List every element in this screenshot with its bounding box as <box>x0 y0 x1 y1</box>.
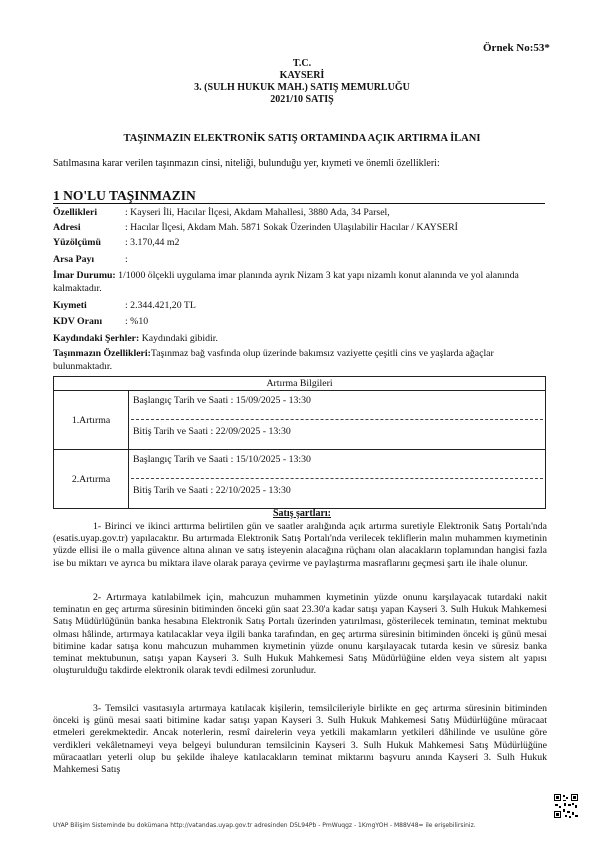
auction-row <box>54 391 546 450</box>
auction-end: Bitiş Tarih ve Saati : 22/09/2025 - 13:30 <box>133 426 291 437</box>
header-file-no: 2021/10 SATIŞ <box>270 94 334 105</box>
dashed-divider <box>131 478 543 479</box>
auction-name: 1.Artırma <box>54 391 129 450</box>
address-label: Adresi <box>53 222 81 233</box>
vat-row <box>53 316 148 327</box>
qr-code-icon <box>553 793 579 819</box>
registry-label: Kaydındaki Şerhler: <box>53 333 140 344</box>
term-paragraph-1 <box>53 521 547 570</box>
term-paragraph-2 <box>53 592 547 677</box>
value-row <box>53 300 196 311</box>
zoning-label: İmar Durumu: <box>53 270 116 281</box>
auction-table-header: Artırma Bilgileri <box>54 377 546 391</box>
share-value: : <box>125 254 128 265</box>
sample-number: Örnek No:53* <box>483 42 550 54</box>
header-country: T.C. <box>292 58 312 69</box>
header-city: KAYSERİ <box>279 70 325 81</box>
term-text: 1- Birinci ve ikinci arttırma belirtilen gün ve saatler aralığında açık artırma suretiyle Elektronik Satış Portalı'nda (esatis.uyap.gov.tr) yapılacaktır. Bu artırmada Elektronik Satış Portalı'nda verilecek tekliflerin malın muhammen kıymetinin yüzde ellisi ile o malla güvence altına alınan ve satış isteyenin alacağına rüçhanı olan alacakların toplamından hangisi fazla ise bu miktarı ve ayrıca bu miktara ilave olarak paraya çevirme ve paylaştırma masraflarını geçmesi şartı ile ihale olunur. <box>53 521 547 569</box>
property-value: Taşınmaz bağ vasfında olup üzerinde bakımsız vaziyette çeşitli cins ve yaşlarda ağaçlar bulunmaktadır. <box>53 348 494 372</box>
vat-value: : %10 <box>125 316 149 327</box>
term-text: 3- Temsilci vasıtasıyla artırmaya katılacak kişilerin, temsilcileriyle birlikte en geç artırma süresinin bitiminden önceki iş günü mesai saati bitimine kadar satışı yapan Kayseri 3. Sulh Hukuk Mahkemesi Satış Müdürlüğüne müracaat etmeleri gerekmektedir. Ancak noterlerin, resmî dairelerin veya yetkili makamların yetkileri dâhilinde ve usulüne göre verdikleri vekâletnameyi veya belgeyi bulunduran temsilcinin Kayseri 3. Sulh Hukuk Mahkemesi Satış Müdürlüğüne müracaatları yeterli olup bu şekilde ihaleye katılacakların teminat miktarını başvuru anında Kayseri 3. Sulh Hukuk Mahkemesi Satış <box>53 703 547 776</box>
features-row <box>53 207 390 218</box>
intro-text: Satılmasına karar verilen taşınmazın cinsi, niteliği, bulunduğu yer, kıymeti ve önemli özellikleri: <box>53 158 440 169</box>
property-row <box>53 348 547 373</box>
footer-verification: UYAP Bilişim Sisteminde bu dokümana http://vatandas.uyap.gov.tr adresinden D5L94Pb - PmWuqgz - 1KmgYOH - M88V48= ile erişebilirsiniz. <box>53 822 476 829</box>
registry-value: Kaydındaki gibidir. <box>139 333 218 344</box>
address-row <box>53 222 458 233</box>
features-label: Özellikleri <box>53 207 98 218</box>
features-value: : Kayseri İli, Hacılar İlçesi, Akdam Mahallesi, 3880 Ada, 34 Parsel, <box>125 207 390 218</box>
value-value: : 2.344.421,20 TL <box>125 300 196 311</box>
area-label: Yüzölçümü <box>53 237 101 248</box>
vat-label: KDV Oranı <box>53 316 103 327</box>
auction-dates <box>129 391 546 450</box>
share-row <box>53 254 128 265</box>
property-label: Taşınmazın Özellikleri: <box>53 348 151 359</box>
auction-row <box>54 450 546 509</box>
value-label: Kıymeti <box>53 300 87 311</box>
term-text: 2- Artırmaya katılabilmek için, mahcuzun muhammen kıymetinin yüzde onunu karşılayacak tutardaki nakit teminatın en geç artırma süresinin bitiminden önceki gün saat 23.30'a kadar satışı yapan Kayseri 3. Sulh Hukuk Mahkemesi Satış Müdürlüğünün banka hesabına Elektronik Satış Portalı üzerinden yatırılması, gösterilecek teminatın, teminat mektubu olması hâlinde, artırmaya katılacaklar veya ilgili banka tarafından, en geç artırma süresinin bitiminden önceki iş günü mesai bitimine kadar satışa konu mahcuzun muhammen kıymetinin yüzde onunu karşılayacak tutarda kesin ve süresiz banka teminat mektubunun, satışı yapan Kayseri 3. Sulh Hukuk Mahkemesi Satış Müdürlüğüne elden veya sistem alt yapısı oluşturulduğu takdirde elektronik olarak tevdi edilmesi zorunludur. <box>53 592 547 677</box>
zoning-value: 1/1000 ölçekli uygulama imar planında ayrık Nizam 3 kat yapı nizamlı konut alanında ve yol alanında kalmaktadır. <box>53 270 519 294</box>
share-label: Arsa Payı <box>53 254 95 265</box>
address-value: : Hacılar İlçesi, Akdam Mah. 5871 Sokak Üzerinden Ulaşılabilir Hacılar / KAYSERİ <box>125 222 458 233</box>
dashed-divider <box>131 419 543 420</box>
terms-title: Satış şartları: <box>272 508 332 519</box>
auction-name: 2.Artırma <box>54 450 129 509</box>
auction-table <box>53 376 546 509</box>
auction-end: Bitiş Tarih ve Saati : 22/10/2025 - 13:30 <box>133 485 291 496</box>
auction-start: Başlangıç Tarih ve Saati : 15/09/2025 - 13:30 <box>133 395 311 406</box>
area-value: : 3.170,44 m2 <box>125 237 180 248</box>
registry-row <box>53 333 218 344</box>
area-row <box>53 237 179 248</box>
document-title: TAŞINMAZIN ELEKTRONİK SATIŞ ORTAMINDA AÇIK ARTIRMA İLANI <box>123 133 481 144</box>
zoning-row <box>53 270 547 295</box>
term-paragraph-3 <box>53 703 547 776</box>
auction-dates <box>129 450 546 509</box>
section-title: 1 NO'LU TAŞINMAZIN <box>53 188 545 204</box>
auction-start: Başlangıç Tarih ve Saati : 15/10/2025 - 13:30 <box>133 454 311 465</box>
header-office: 3. (SULH HUKUK MAH.) SATIŞ MEMURLUĞU <box>194 82 410 93</box>
